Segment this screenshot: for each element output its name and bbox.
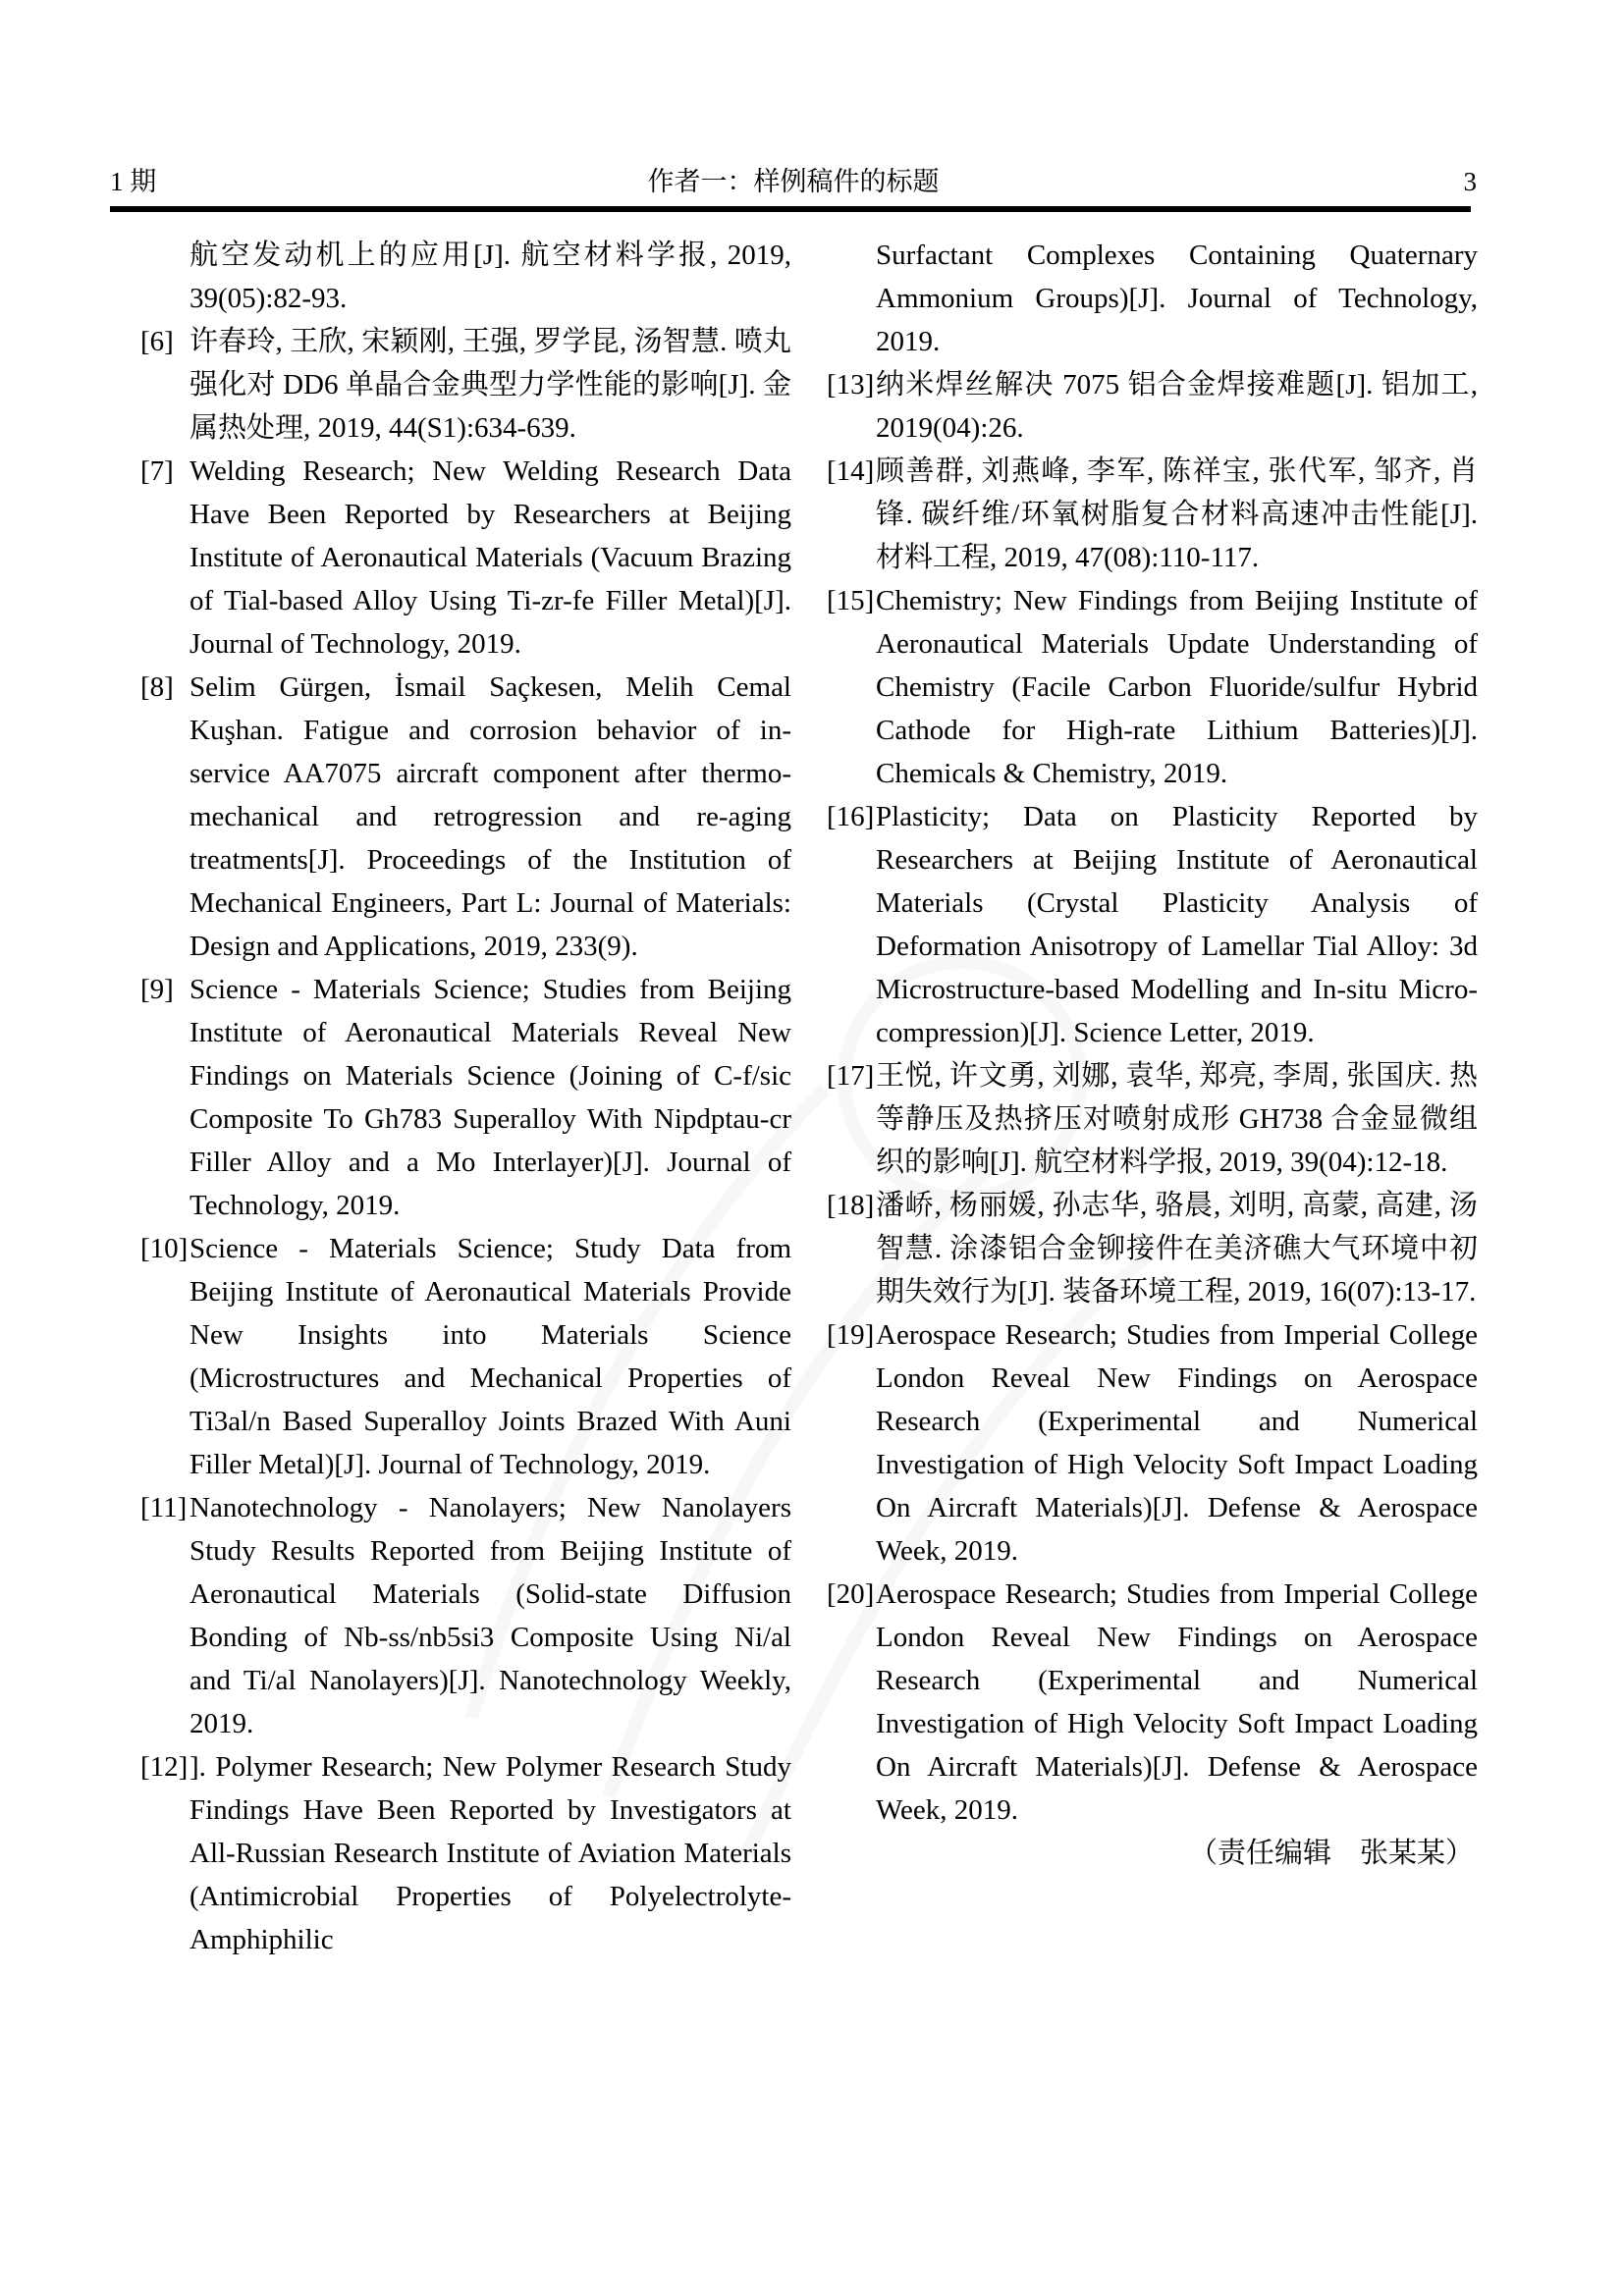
reference-number: [11] bbox=[140, 1492, 188, 1523]
reference-text: 顾善群, 刘燕峰, 李军, 陈祥宝, 张代军, 邹齐, 肖锋. 碳纤维/环氧树脂复合材料高速冲击性能[J]. 材料工程, 2019, 47(08):110-117. bbox=[876, 455, 1478, 573]
column-right bbox=[827, 234, 1478, 1961]
reference-text: Selim Gürgen, İsmail Saçkesen, Melih Cemal Kuşhan. Fatigue and corrosion behavior of in-service AA7075 aircraft component after thermo-mechanical and retrogression and re-aging treatments[J]. Proceedings of the Institution of Mechanical Engineers, Part L: Journal of Materials: Design and Applications, 2019, 233(9). bbox=[189, 671, 791, 962]
reference-number: [18] bbox=[827, 1190, 875, 1221]
reference-number: [10] bbox=[140, 1233, 189, 1264]
reference-text: Nanotechnology - Nanolayers; New Nanolayers Study Results Reported from Beijing Institute of Aeronautical Materials (Solid-state Diffusion Bonding of Nb-ss/nb5si3 Composite Using Ni/al and Ti/al Nanolayers)[J]. Nanotechnology Weekly, 2019. bbox=[189, 1492, 791, 1739]
reference-number: [17] bbox=[827, 1060, 875, 1092]
reference-number: [19] bbox=[827, 1319, 875, 1351]
reference-item bbox=[140, 1745, 791, 1961]
reference-text: 许春玲, 王欣, 宋颖刚, 王强, 罗学昆, 汤智慧. 喷丸强化对 DD6 单晶合金典型力学性能的影响[J]. 金属热处理, 2019, 44(S1):634-639. bbox=[189, 326, 791, 444]
header-issue: 1 期 bbox=[110, 167, 157, 196]
reference-item bbox=[827, 1313, 1478, 1573]
reference-number: [20] bbox=[827, 1578, 875, 1610]
reference-item bbox=[827, 1573, 1478, 1832]
reference-text: Surfactant Complexes Containing Quaternary Ammonium Groups)[J]. Journal of Technology, 2019. bbox=[876, 240, 1478, 357]
reference-number: [9] bbox=[140, 974, 174, 1005]
reference-text: 潘峤, 杨丽媛, 孙志华, 骆晨, 刘明, 高蒙, 高建, 汤智慧. 涂漆铝合金铆接件在美济礁大气环境中初期失效行为[J]. 装备环境工程, 2019, 16(07):13-17. bbox=[876, 1190, 1478, 1308]
reference-text: 王悦, 许文勇, 刘娜, 袁华, 郑亮, 李周, 张国庆. 热等静压及热挤压对喷射成形 GH738 合金显微组织的影响[J]. 航空材料学报, 2019, 39(04):12-18. bbox=[876, 1060, 1478, 1178]
reference-number: [15] bbox=[827, 585, 875, 616]
reference-number: [13] bbox=[827, 369, 875, 400]
reference-text: Aerospace Research; Studies from Imperial College London Reveal New Findings on Aerospace Research (Experimental and Numerical Investigation of High Velocity Soft Impact Loading On Aircraft Materials)[J]. Defense & Aerospace Week, 2019. bbox=[876, 1578, 1478, 1826]
reference-continuation bbox=[140, 234, 791, 320]
reference-number: [8] bbox=[140, 671, 174, 703]
reference-item bbox=[140, 666, 791, 968]
reference-number: [7] bbox=[140, 455, 174, 487]
reference-item bbox=[827, 1184, 1478, 1313]
reference-text: Aerospace Research; Studies from Imperial College London Reveal New Findings on Aerospace Research (Experimental and Numerical Investigation of High Velocity Soft Impact Loading On Aircraft Materials)[J]. Defense & Aerospace Week, 2019. bbox=[876, 1319, 1478, 1567]
header-rule bbox=[110, 206, 1471, 212]
reference-text: 纳米焊丝解决 7075 铝合金焊接难题[J]. 铝加工, 2019(04):26. bbox=[876, 369, 1478, 444]
reference-item bbox=[140, 1227, 791, 1486]
reference-text: 航空发动机上的应用[J]. 航空材料学报, 2019, 39(05):82-93. bbox=[189, 240, 791, 314]
reference-continuation bbox=[827, 234, 1478, 363]
reference-item bbox=[827, 450, 1478, 579]
reference-number: [6] bbox=[140, 326, 174, 357]
header-running-title: 作者一：样例稿件的标题 bbox=[647, 167, 940, 196]
reference-item bbox=[140, 968, 791, 1227]
reference-text: Science - Materials Science; Studies from Beijing Institute of Aeronautical Materials Reveal New Findings on Materials Science (Joining of C-f/sic Composite To Gh783 Superalloy With Nipdptau-cr Filler Alloy and a Mo Interlayer)[J]. Journal of Technology, 2019. bbox=[189, 974, 791, 1221]
header-page-number: 3 bbox=[1463, 167, 1478, 196]
reference-number: [14] bbox=[827, 455, 875, 487]
reference-number: [16] bbox=[827, 801, 875, 832]
reference-item bbox=[827, 1054, 1478, 1184]
reference-text: Welding Research; New Welding Research Data Have Been Reported by Researchers at Beijing Institute of Aeronautical Materials (Vacuum Brazing of Tial-based Alloy Using Ti-zr-fe Filler Metal)[J]. Journal of Technology, 2019. bbox=[189, 455, 791, 660]
reference-item bbox=[140, 450, 791, 666]
reference-number: [12] bbox=[140, 1751, 189, 1783]
reference-text: Plasticity; Data on Plasticity Reported by Researchers at Beijing Institute of Aeronautical Materials (Crystal Plasticity Analysis of Deformation Anisotropy of Lamellar Tial Alloy: 3d Microstructure-based Modelling and In-situ Micro-compression)[J]. Science Letter, 2019. bbox=[876, 801, 1478, 1048]
reference-item bbox=[827, 363, 1478, 450]
reference-item bbox=[827, 795, 1478, 1054]
reference-item bbox=[140, 1486, 791, 1745]
page-header bbox=[110, 165, 1477, 198]
reference-text: ]. Polymer Research; New Polymer Research Study Findings Have Been Reported by Investigators at All-Russian Research Institute of Aviation Materials (Antimicrobial Properties of Polyelectrolyte-Amphiphilic bbox=[189, 1751, 791, 1955]
reference-item bbox=[827, 579, 1478, 795]
reference-columns bbox=[140, 234, 1478, 1961]
reference-item bbox=[140, 320, 791, 450]
column-left bbox=[140, 234, 791, 1961]
editor-note: （责任编辑 张某某） bbox=[1188, 1838, 1474, 1869]
reference-text: Chemistry; New Findings from Beijing Institute of Aeronautical Materials Update Understanding of Chemistry (Facile Carbon Fluoride/sulfur Hybrid Cathode for High-rate Lithium Batteries)[J]. Chemicals & Chemistry, 2019. bbox=[876, 585, 1478, 789]
reference-text: Science - Materials Science; Study Data from Beijing Institute of Aeronautical Materials Provide New Insights into Materials Science (Microstructures and Mechanical Properties of Ti3al/n Based Superalloy Joints Brazed With Auni Filler Metal)[J]. Journal of Technology, 2019. bbox=[189, 1233, 791, 1480]
